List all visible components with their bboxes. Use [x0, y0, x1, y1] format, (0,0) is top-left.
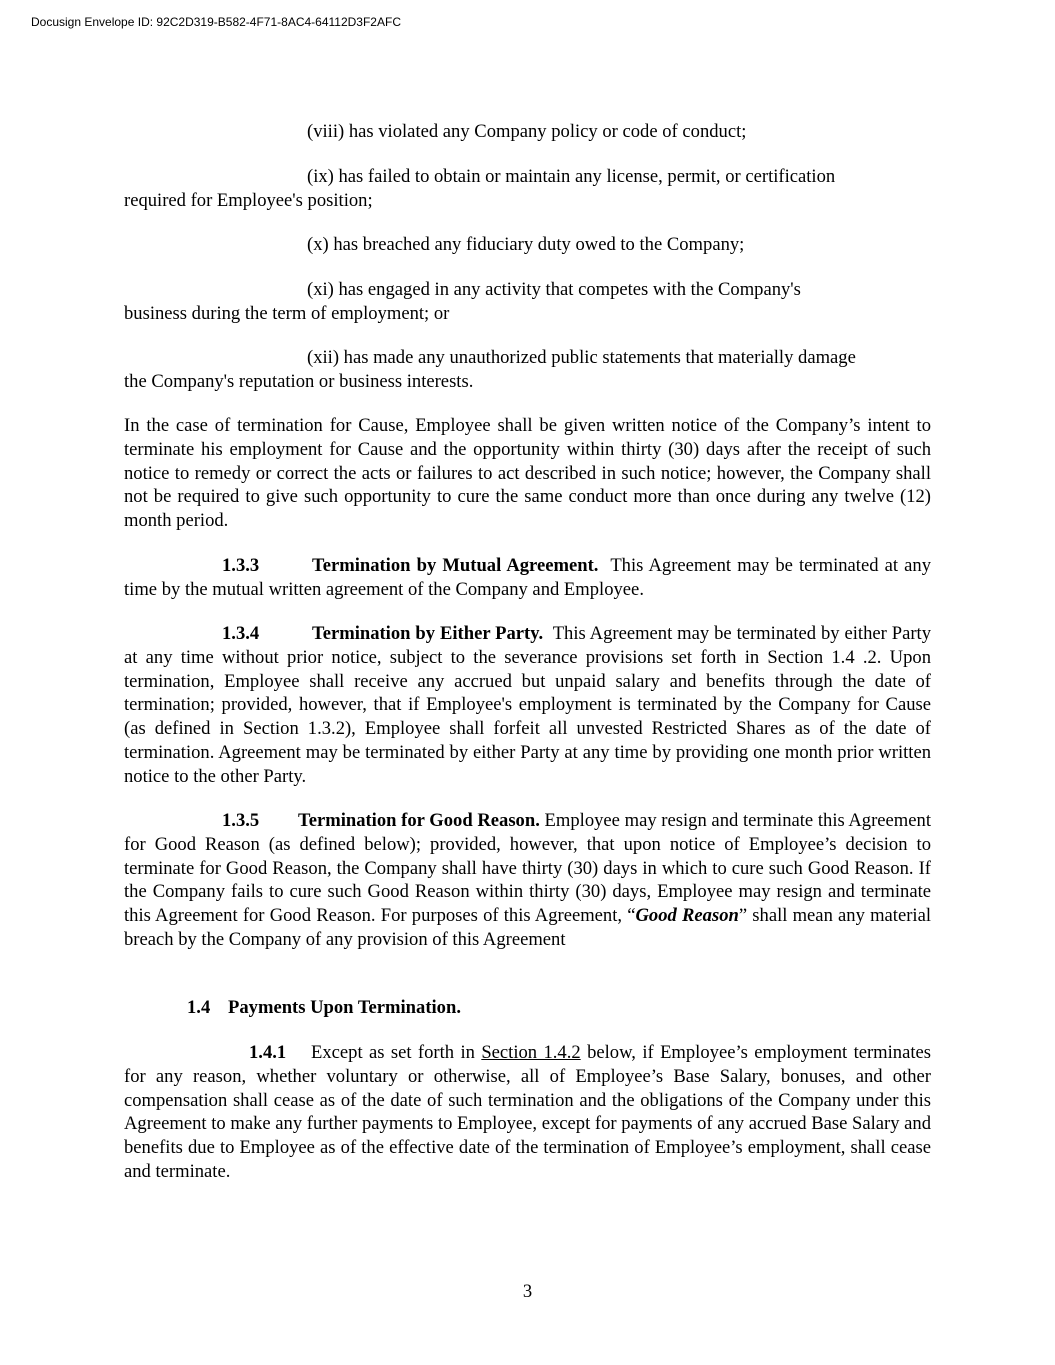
section-1-3-4-number: 1.3.4 — [222, 623, 260, 644]
section-1-4-2-link[interactable]: Section 1.4.2 — [481, 1042, 581, 1063]
clause-ix-line1: (ix) has failed to obtain or maintain any license, permit, or certification — [307, 166, 836, 187]
section-1-4-1-body-part1: Except as set forth in — [311, 1042, 475, 1063]
clause-xi — [124, 278, 931, 326]
clause-xi-line2: business during the term of employment; or — [124, 302, 450, 324]
section-1-3-3-body: This Agreement may be terminated at any time by the mutual written agreement of the Company and Employee. — [124, 555, 931, 600]
clause-viii-text: (viii) has violated any Company policy or code of conduct; — [307, 121, 747, 142]
section-1-4-1-body-part2: below, if Employee’s employment terminates for any reason, whether voluntary or otherwise, all of Employee’s Base Salary, bonuses, and other compensation shall cease as of the date of such termination and the obligations of the Company under this Agreement to make any further payments to Employee, except for payments of any accrued Base Salary and benefits due to Employee as of the effective date of the termination of Employee’s employment, shall cease and terminate. — [124, 1042, 932, 1182]
clause-xii-line1: (xii) has made any unauthorized public statements that materially damage — [307, 347, 856, 368]
clause-xii — [124, 346, 931, 394]
section-1-3-5-body-part1: Employee may resign and terminate this Agreement for Good Reason (as defined below); provided, however, that upon notice of Employee’s decision to terminate for Good Reason, the Company shall have thirty (30) days in which to cure such Good Reason. If the Company fails to cure such Good Reason within thirty (30) days, Employee may resign and terminate this Agreement for Good Reason. For purposes of this Agreement, “ — [124, 810, 931, 927]
good-reason-term: Good Reason — [635, 905, 739, 927]
clause-viii — [124, 120, 931, 144]
section-1-3-5-body-part2: ” shall mean any material breach by the Company of any provision of this Agreement — [124, 905, 931, 950]
clause-ix — [124, 165, 931, 213]
section-1-3-4-heading: Termination by Either Party. — [312, 623, 544, 644]
section-1-3-5-heading: Termination for Good Reason. — [298, 810, 540, 831]
section-1-4-1-number: 1.4.1 — [249, 1042, 287, 1063]
clause-x-text: (x) has breached any fiduciary duty owed to the Company; — [307, 234, 745, 255]
clause-ix-line2: required for Employee's position; — [124, 189, 373, 211]
section-1-3-3-number: 1.3.3 — [222, 555, 260, 576]
section-1-3-4 — [124, 622, 931, 789]
section-1-3-4-body: This Agreement may be terminated by either Party at any time without prior notice, subject to the severance provisions set forth in Section 1.4 .2. Upon termination, Employee shall receive any accrued but unpaid salary and benefits through the date of termination; provided, however, that if Employee's employment is terminated by the Company for Cause (as defined in Section 1.3.2), Employee shall forfeit all unvested Restricted Shares as of the date of termination. Agreement may be terminated by either Party at any time by providing one month prior written notice to the other Party. — [124, 623, 932, 787]
clause-xi-line1: (xi) has engaged in any activity that competes with the Company's — [307, 279, 801, 300]
section-1-3-3 — [124, 554, 931, 602]
cause-notice-paragraph: In the case of termination for Cause, Employee shall be given written notice of the Company’s intent to terminate his employment for Cause and the opportunity within thirty (30) days after the receipt of such notice to remedy or correct the acts or failures to act described in such notice; however, the Company shall not be required to give such opportunity to cure the same conduct more than once during any twelve (12) month period. — [124, 415, 931, 532]
section-1-4-number: 1.4 — [187, 997, 211, 1018]
clause-x — [124, 233, 931, 257]
section-1-3-5 — [124, 809, 931, 952]
page-number: 3 — [522, 1281, 533, 1302]
section-1-4-title: Payments Upon Termination. — [228, 997, 461, 1018]
section-1-4-1 — [124, 1041, 931, 1184]
envelope-id: Docusign Envelope ID: 92C2D319-B582-4F71-8AC4-64112D3F2AFC — [31, 15, 401, 29]
section-1-3-5-number: 1.3.5 — [222, 810, 260, 831]
clause-xii-line2: the Company's reputation or business interests. — [124, 370, 474, 392]
section-1-3-3-heading: Termination by Mutual Agreement. — [312, 555, 599, 576]
section-1-4-heading — [187, 996, 461, 1020]
